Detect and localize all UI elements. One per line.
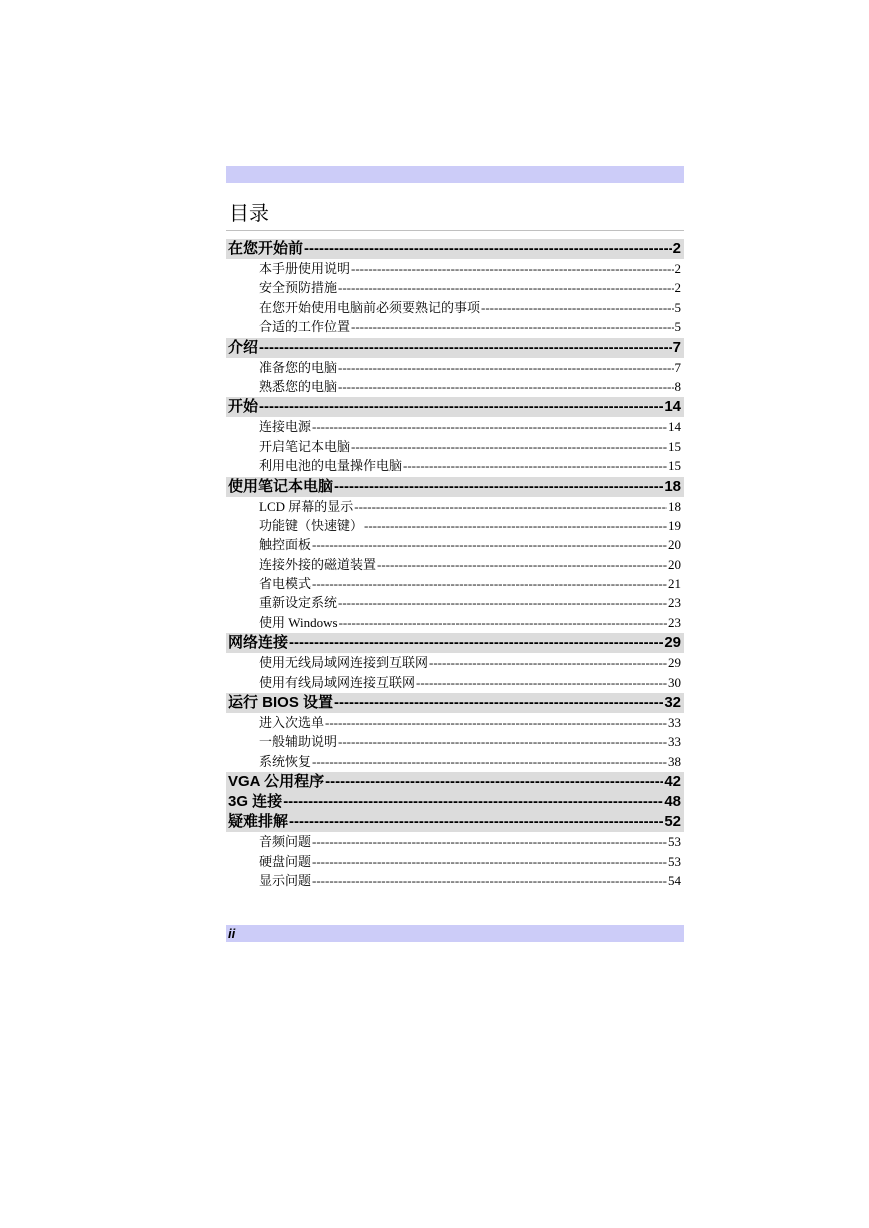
title-divider xyxy=(226,230,684,231)
dot-leader xyxy=(377,555,667,574)
toc-entry-label: 进入次选单 xyxy=(259,715,325,731)
toc-entry-page: 29 xyxy=(664,634,681,652)
toc-entry-page: 5 xyxy=(674,299,681,315)
toc-section-row[interactable] xyxy=(226,278,684,297)
toc-entry-page: 20 xyxy=(668,556,681,572)
dot-leader xyxy=(312,871,667,890)
dot-leader xyxy=(312,752,667,771)
dot-leader xyxy=(325,772,663,792)
toc-entry-page: 5 xyxy=(674,319,681,335)
toc-chapter-row[interactable] xyxy=(226,772,684,792)
toc-section-row[interactable] xyxy=(226,871,684,890)
toc-entry-label: 开始 xyxy=(228,398,259,416)
toc-entry-page: 23 xyxy=(668,614,681,630)
toc-entry-page: 53 xyxy=(668,853,681,869)
dot-leader xyxy=(289,633,663,653)
toc-entry-page: 52 xyxy=(664,813,681,831)
toc-entry-page: 23 xyxy=(668,595,681,611)
toc-chapter-row[interactable] xyxy=(226,477,684,497)
toc-entry-label: 系统恢复 xyxy=(259,753,312,769)
dot-leader xyxy=(312,574,667,593)
toc-entry-label: 运行 BIOS 设置 xyxy=(228,694,334,712)
toc-title: 目录 xyxy=(229,201,269,225)
table-of-contents xyxy=(226,239,684,890)
toc-entry-label: 熟悉您的电脑 xyxy=(259,378,338,394)
dot-leader xyxy=(289,812,663,832)
toc-section-row[interactable] xyxy=(226,555,684,574)
toc-entry-label: 3G 连接 xyxy=(228,793,283,811)
toc-section-row[interactable] xyxy=(226,593,684,612)
toc-entry-page: 30 xyxy=(668,674,681,690)
toc-entry-page: 42 xyxy=(664,773,681,791)
dot-leader xyxy=(325,713,667,732)
toc-entry-page: 15 xyxy=(668,438,681,454)
toc-chapter-row[interactable] xyxy=(226,397,684,417)
toc-entry-label: 重新设定系统 xyxy=(259,595,338,611)
dot-leader xyxy=(312,852,667,871)
toc-section-row[interactable] xyxy=(226,535,684,554)
toc-section-row[interactable] xyxy=(226,653,684,672)
dot-leader xyxy=(259,338,672,358)
dot-leader xyxy=(338,377,673,396)
toc-entry-label: 疑难排解 xyxy=(228,813,289,831)
toc-entry-page: 54 xyxy=(668,872,681,888)
dot-leader xyxy=(312,417,667,436)
dot-leader xyxy=(312,832,667,851)
dot-leader xyxy=(312,535,667,554)
toc-entry-label: 功能键（快速键） xyxy=(259,517,364,533)
toc-entry-page: 2 xyxy=(674,280,681,296)
dot-leader xyxy=(351,259,673,278)
toc-entry-page: 33 xyxy=(668,734,681,750)
toc-entry-page: 53 xyxy=(668,834,681,850)
toc-entry-label: 网络连接 xyxy=(228,634,289,652)
toc-entry-page: 19 xyxy=(668,517,681,533)
toc-entry-label: 使用 Windows xyxy=(259,614,338,630)
toc-chapter-row[interactable] xyxy=(226,812,684,832)
dot-leader xyxy=(403,456,667,475)
toc-entry-page: 2 xyxy=(674,261,681,276)
toc-entry-label: 显示问题 xyxy=(259,872,312,888)
toc-entry-label: 本手册使用说明 xyxy=(259,261,351,276)
dot-leader xyxy=(339,613,667,632)
toc-entry-page: 38 xyxy=(668,753,681,769)
page-number: ii xyxy=(228,926,236,941)
toc-chapter-row[interactable] xyxy=(226,239,684,259)
toc-entry-label: 硬盘问题 xyxy=(259,853,312,869)
toc-section-row[interactable] xyxy=(226,437,684,456)
toc-entry-page: 15 xyxy=(668,458,681,474)
toc-entry-label: 音频问题 xyxy=(259,834,312,850)
toc-section-row[interactable] xyxy=(226,456,684,475)
toc-entry-page: 14 xyxy=(668,419,681,435)
toc-entry-page: 18 xyxy=(664,477,681,495)
toc-entry-page: 48 xyxy=(664,793,681,811)
toc-entry-label: 使用有线局域网连接互联网 xyxy=(259,674,416,690)
toc-section-row[interactable] xyxy=(226,613,684,632)
dot-leader xyxy=(283,792,663,812)
dot-leader xyxy=(481,298,673,317)
toc-chapter-row[interactable] xyxy=(226,338,684,358)
toc-section-row[interactable] xyxy=(226,852,684,871)
toc-entry-page: 29 xyxy=(668,655,681,671)
header-band xyxy=(226,166,684,183)
toc-chapter-row[interactable] xyxy=(226,792,684,812)
toc-entry-label: 使用笔记本电脑 xyxy=(228,477,334,495)
toc-entry-label: VGA 公用程序 xyxy=(228,773,325,791)
toc-section-row[interactable] xyxy=(226,377,684,396)
dot-leader xyxy=(338,358,673,377)
toc-entry-page: 20 xyxy=(668,537,681,553)
toc-section-row[interactable] xyxy=(226,497,684,516)
dot-leader xyxy=(304,239,672,259)
toc-entry-page: 7 xyxy=(674,359,681,375)
toc-entry-label: 介绍 xyxy=(228,338,259,356)
toc-entry-page: 21 xyxy=(668,576,681,592)
dot-leader xyxy=(334,693,663,713)
toc-section-row[interactable] xyxy=(226,516,684,535)
dot-leader xyxy=(338,732,667,751)
toc-section-row[interactable] xyxy=(226,713,684,732)
dot-leader xyxy=(338,278,673,297)
toc-section-row[interactable] xyxy=(226,358,684,377)
toc-entry-label: 连接外接的磁道装置 xyxy=(259,556,377,572)
toc-entry-label: 省电模式 xyxy=(259,576,312,592)
dot-leader xyxy=(429,653,667,672)
dot-leader xyxy=(351,437,667,456)
dot-leader xyxy=(334,477,663,497)
toc-entry-page: 2 xyxy=(672,240,681,257)
toc-section-row[interactable] xyxy=(226,317,684,336)
toc-chapter-row[interactable] xyxy=(226,693,684,713)
toc-entry-label: 安全预防措施 xyxy=(259,280,338,296)
toc-entry-label: 利用电池的电量操作电脑 xyxy=(259,458,403,474)
toc-entry-label: 连接电源 xyxy=(259,419,312,435)
toc-entry-label: LCD 屏幕的显示 xyxy=(259,498,354,514)
dot-leader xyxy=(354,497,667,516)
toc-entry-label: 触控面板 xyxy=(259,537,312,553)
toc-entry-page: 33 xyxy=(668,715,681,731)
toc-section-row[interactable] xyxy=(226,259,684,278)
toc-entry-label: 开启笔记本电脑 xyxy=(259,438,351,454)
toc-chapter-row[interactable] xyxy=(226,633,684,653)
toc-section-row[interactable] xyxy=(226,298,684,317)
dot-leader xyxy=(364,516,667,535)
toc-entry-label: 一般辅助说明 xyxy=(259,734,338,750)
toc-entry-label: 在您开始使用电脑前必须要熟记的事项 xyxy=(259,299,481,315)
toc-entry-page: 14 xyxy=(664,398,681,416)
toc-entry-label: 准备您的电脑 xyxy=(259,359,338,375)
dot-leader xyxy=(351,317,673,336)
toc-entry-label: 合适的工作位置 xyxy=(259,319,351,335)
toc-entry-page: 32 xyxy=(664,694,681,712)
toc-section-row[interactable] xyxy=(226,832,684,851)
toc-entry-label: 在您开始前 xyxy=(228,240,304,257)
dot-leader xyxy=(338,593,667,612)
dot-leader xyxy=(259,397,663,417)
dot-leader xyxy=(416,673,667,692)
toc-entry-page: 8 xyxy=(674,378,681,394)
toc-entry-page: 18 xyxy=(668,498,681,514)
toc-entry-page: 7 xyxy=(672,338,681,356)
toc-section-row[interactable] xyxy=(226,752,684,771)
footer-band xyxy=(226,925,684,942)
toc-entry-label: 使用无线局域网连接到互联网 xyxy=(259,655,429,671)
toc-section-row[interactable] xyxy=(226,417,684,436)
toc-section-row[interactable] xyxy=(226,732,684,751)
toc-section-row[interactable] xyxy=(226,673,684,692)
toc-section-row[interactable] xyxy=(226,574,684,593)
